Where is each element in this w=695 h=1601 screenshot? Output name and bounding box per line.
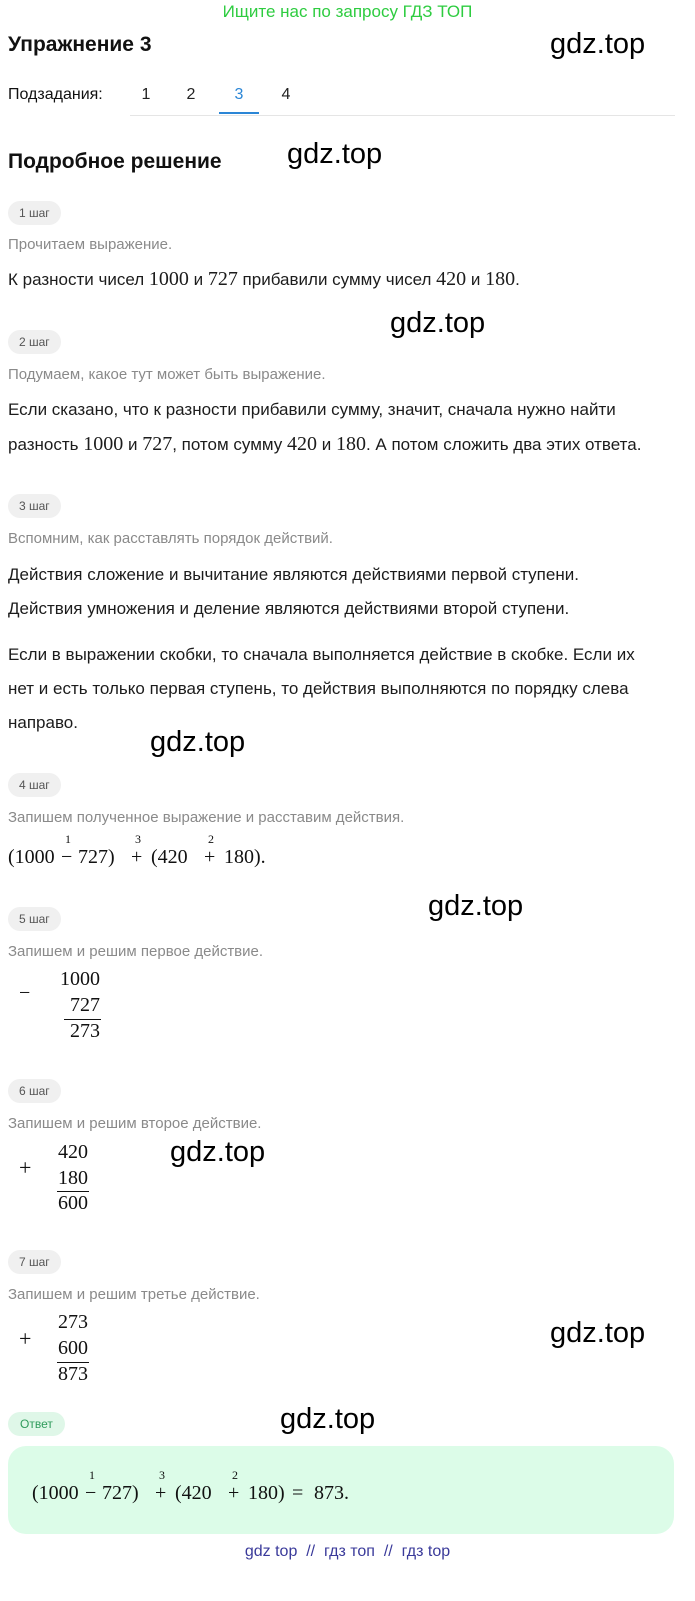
step-text: разность 1000 и 727, потом сумму 420 и 180. А потом сложить два этих ответа. — [8, 433, 642, 455]
step-hint: Запишем полученное выражение и расставим действия. — [8, 809, 405, 826]
subtasks-label: Подзадания: — [8, 86, 103, 103]
watermark: gdz.top — [550, 28, 646, 60]
answer-badge: Ответ — [8, 1412, 65, 1436]
watermark: gdz.top — [150, 726, 246, 758]
step-badge: 7 шаг — [8, 1250, 61, 1274]
watermark: gdz.top — [280, 1403, 376, 1435]
step-badge: 5 шаг — [8, 907, 61, 931]
tab-2[interactable]: 2 — [186, 86, 196, 103]
watermark: gdz.top — [170, 1136, 266, 1168]
step-text: нет и есть только первая ступень, то действия выполняются по порядку слева — [8, 679, 629, 698]
step-badge: 3 шаг — [8, 494, 61, 518]
footer-link[interactable]: гдз top — [401, 1543, 451, 1560]
column-addition: + 420 180 600 — [19, 1141, 88, 1214]
active-tab-indicator — [219, 112, 259, 114]
footer-link[interactable]: gdz top — [244, 1543, 298, 1560]
page-title: Упражнение 3 — [8, 33, 152, 56]
tabs-divider — [130, 115, 675, 116]
step-hint: Прочитаем выражение. — [8, 236, 173, 253]
footer-separator: // — [383, 1543, 393, 1560]
solution-heading: Подробное решение — [8, 150, 222, 173]
step-badge: 2 шаг — [8, 330, 61, 354]
answer-expression: (1000 − 1 727) + 3 (420 + 2 180) = 873. — [32, 1468, 349, 1504]
math-expression: (1000 − 1 727) + 3 (420 + 2 180). — [8, 832, 266, 868]
tab-4[interactable]: 4 — [281, 86, 291, 103]
step-hint: Запишем и решим второе действие. — [8, 1115, 262, 1132]
watermark: gdz.top — [550, 1317, 646, 1349]
step-hint: Запишем и решим первое действие. — [8, 943, 264, 960]
step-text: К разности чисел 1000 и 727 прибавили сумму чисел 420 и 180. — [8, 268, 520, 290]
step-text: Действия сложение и вычитание являются действиями первой ступени. — [8, 565, 579, 584]
watermark: gdz.top — [428, 890, 524, 922]
step-text: Действия умножения и деление являются действиями второй ступени. — [8, 599, 570, 618]
watermark: gdz.top — [390, 307, 486, 339]
step-badge: 4 шаг — [8, 773, 61, 797]
watermark: gdz.top — [287, 138, 383, 170]
promo-banner[interactable]: Ищите нас по запросу ГДЗ ТОП — [222, 2, 473, 21]
footer-separator: // — [306, 1543, 316, 1560]
step-badge: 1 шаг — [8, 201, 61, 225]
footer-links — [0, 1543, 695, 1561]
step-text: направо. — [8, 713, 78, 732]
step-text: Если в выражении скобки, то сначала выполняется действие в скобке. Если их — [8, 645, 635, 664]
step-hint: Вспомним, как расставлять порядок действий. — [8, 530, 333, 547]
tab-3[interactable]: 3 — [234, 86, 244, 103]
step-hint: Запишем и решим третье действие. — [8, 1286, 260, 1303]
step-hint: Подумаем, какое тут может быть выражение. — [8, 366, 326, 383]
step-badge: 6 шаг — [8, 1079, 61, 1103]
column-addition: + 273 600 873 — [19, 1311, 88, 1385]
footer-link[interactable]: гдз топ — [324, 1543, 375, 1560]
answer-box — [8, 1446, 674, 1534]
tab-1[interactable]: 1 — [141, 86, 151, 103]
step-text: Если сказано, что к разности прибавили сумму, значит, сначала нужно найти — [8, 400, 616, 419]
column-subtraction: − 1000 727 273 — [19, 968, 100, 1042]
